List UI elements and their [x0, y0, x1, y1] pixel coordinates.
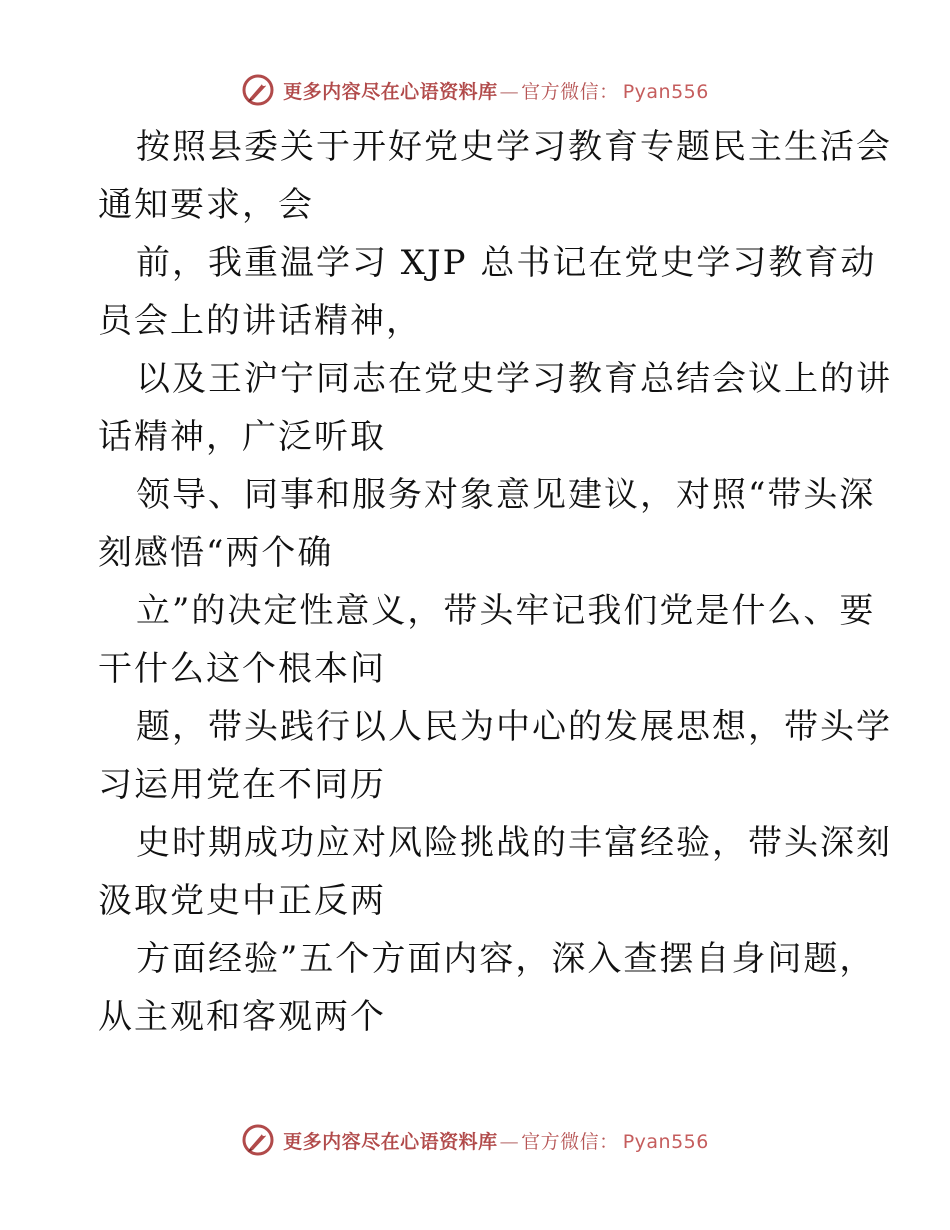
pen-circle-logo-icon	[241, 1123, 275, 1157]
text-line: 前，我重温学习 XJP 总书记在党史学习教育动	[136, 243, 877, 283]
text-line: 干什么这个根本问	[98, 649, 386, 689]
banner-text	[283, 77, 709, 104]
text-line: 史时期成功应对风险挑战的丰富经验，带头深刻	[136, 823, 892, 863]
banner-dash: —	[499, 80, 520, 103]
text-line: 汲取党史中正反两	[98, 881, 386, 921]
banner-dash: —	[499, 1130, 520, 1153]
text-line: 题，带头践行以人民为中心的发展思想，带头学	[136, 707, 892, 747]
text-line: 领导、同事和服务对象意见建议，对照“带头深	[136, 475, 876, 515]
text-line: 立”的决定性意义，带头牢记我们党是什么、要	[136, 591, 876, 631]
banner-wechat-id: Pyan556	[622, 80, 709, 103]
text-line: 以及王沪宁同志在党史学习教育总结会议上的讲	[136, 359, 892, 399]
text-line: 习运用党在不同历	[98, 765, 386, 805]
footer-banner	[0, 1120, 950, 1160]
text-line: 员会上的讲话精神，	[98, 301, 422, 341]
banner-wechat-label: 官方微信：	[521, 1130, 619, 1153]
banner-brand: 更多内容尽在心语资料库	[283, 80, 498, 103]
text-line: 按照县委关于开好党史学习教育专题民主生活会	[136, 127, 892, 167]
banner-wechat-label: 官方微信：	[521, 80, 619, 103]
banner-brand: 更多内容尽在心语资料库	[283, 1130, 498, 1153]
document-body	[98, 118, 892, 1046]
text-line: 通知要求，会	[98, 185, 314, 225]
banner-text	[283, 1127, 709, 1154]
text-line: 刻感悟“两个确	[98, 533, 334, 573]
banner-wechat-id: Pyan556	[622, 1130, 709, 1153]
text-line: 从主观和客观两个	[98, 997, 386, 1037]
text-line: 方面经验”五个方面内容，深入查摆自身问题，	[136, 939, 876, 979]
header-banner	[0, 70, 950, 110]
pen-circle-logo-icon	[241, 73, 275, 107]
text-line: 话精神，广泛听取	[98, 417, 386, 457]
